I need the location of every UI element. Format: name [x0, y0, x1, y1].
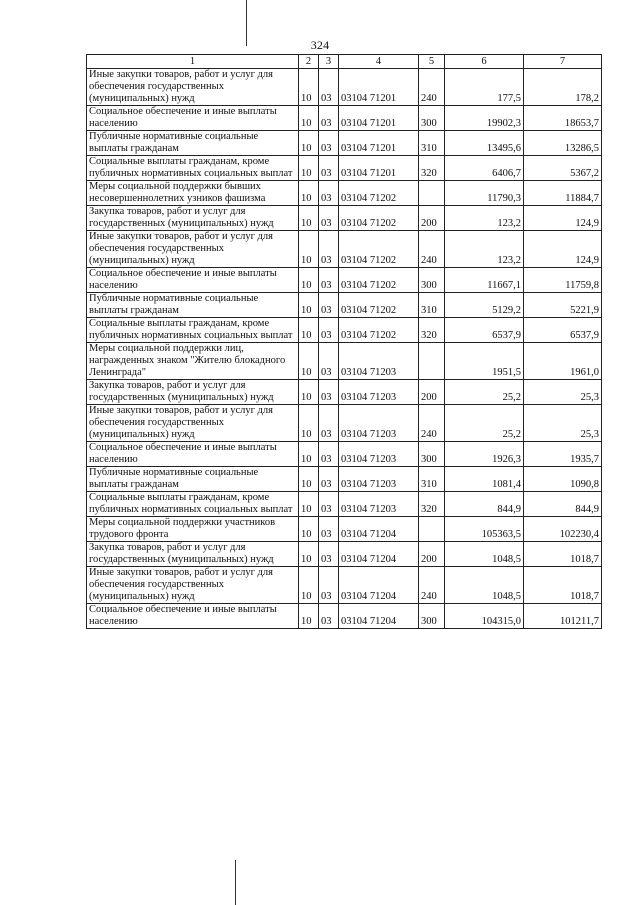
amount-col7-cell: 124,9 — [524, 231, 602, 268]
column-header: 4 — [339, 55, 419, 69]
row-name-cell: Меры социальной поддержки участников трудового фронта — [87, 517, 299, 542]
section-code-cell: 10 — [299, 318, 319, 343]
table-row — [87, 492, 602, 517]
amount-col7-cell: 1935,7 — [524, 442, 602, 467]
column-header: 2 — [299, 55, 319, 69]
table-row — [87, 318, 602, 343]
amount-col7-cell: 1018,7 — [524, 542, 602, 567]
amount-col6-cell: 1048,5 — [445, 567, 524, 604]
subsection-code-cell: 03 — [319, 69, 339, 106]
table-row — [87, 156, 602, 181]
subsection-code-cell: 03 — [319, 405, 339, 442]
section-code-cell: 10 — [299, 542, 319, 567]
row-name-cell: Социальные выплаты гражданам, кроме публичных нормативных социальных выплат — [87, 492, 299, 517]
target-article-cell: 03104 71202 — [339, 181, 419, 206]
expense-type-cell: 310 — [419, 293, 445, 318]
subsection-code-cell: 03 — [319, 318, 339, 343]
table-row — [87, 405, 602, 442]
target-article-cell: 03104 71201 — [339, 131, 419, 156]
scan-artifact-line — [235, 860, 236, 905]
row-name-cell: Социальное обеспечение и иные выплаты населению — [87, 268, 299, 293]
amount-col6-cell: 5129,2 — [445, 293, 524, 318]
amount-col6-cell: 104315,0 — [445, 604, 524, 629]
section-code-cell: 10 — [299, 206, 319, 231]
amount-col7-cell: 101211,7 — [524, 604, 602, 629]
amount-col6-cell: 6406,7 — [445, 156, 524, 181]
amount-col7-cell: 11884,7 — [524, 181, 602, 206]
target-article-cell: 03104 71203 — [339, 343, 419, 380]
table-row — [87, 69, 602, 106]
subsection-code-cell: 03 — [319, 517, 339, 542]
subsection-code-cell: 03 — [319, 293, 339, 318]
table-row — [87, 293, 602, 318]
table-row — [87, 380, 602, 405]
target-article-cell: 03104 71203 — [339, 442, 419, 467]
expense-type-cell: 310 — [419, 131, 445, 156]
row-name-cell: Закупка товаров, работ и услуг для государственных (муниципальных) нужд — [87, 206, 299, 231]
amount-col6-cell: 1951,5 — [445, 343, 524, 380]
amount-col7-cell: 844,9 — [524, 492, 602, 517]
amount-col6-cell: 25,2 — [445, 405, 524, 442]
expense-type-cell: 240 — [419, 405, 445, 442]
subsection-code-cell: 03 — [319, 542, 339, 567]
row-name-cell: Публичные нормативные социальные выплаты гражданам — [87, 467, 299, 492]
section-code-cell: 10 — [299, 604, 319, 629]
amount-col6-cell: 13495,6 — [445, 131, 524, 156]
target-article-cell: 03104 71204 — [339, 567, 419, 604]
subsection-code-cell: 03 — [319, 131, 339, 156]
amount-col6-cell: 123,2 — [445, 206, 524, 231]
section-code-cell: 10 — [299, 268, 319, 293]
amount-col6-cell: 19902,3 — [445, 106, 524, 131]
row-name-cell: Иные закупки товаров, работ и услуг для обеспечения государственных (муниципальных) нужд — [87, 231, 299, 268]
target-article-cell: 03104 71202 — [339, 293, 419, 318]
target-article-cell: 03104 71204 — [339, 604, 419, 629]
section-code-cell: 10 — [299, 343, 319, 380]
expense-type-cell: 200 — [419, 206, 445, 231]
amount-col7-cell: 25,3 — [524, 405, 602, 442]
subsection-code-cell: 03 — [319, 604, 339, 629]
table-row — [87, 131, 602, 156]
section-code-cell: 10 — [299, 567, 319, 604]
table-row — [87, 517, 602, 542]
expense-type-cell: 240 — [419, 567, 445, 604]
table-row — [87, 604, 602, 629]
amount-col7-cell: 124,9 — [524, 206, 602, 231]
row-name-cell: Закупка товаров, работ и услуг для государственных (муниципальных) нужд — [87, 380, 299, 405]
amount-col7-cell: 178,2 — [524, 69, 602, 106]
column-header: 1 — [87, 55, 299, 69]
amount-col7-cell: 25,3 — [524, 380, 602, 405]
column-header: 3 — [319, 55, 339, 69]
table-row — [87, 106, 602, 131]
subsection-code-cell: 03 — [319, 343, 339, 380]
subsection-code-cell: 03 — [319, 467, 339, 492]
target-article-cell: 03104 71202 — [339, 268, 419, 293]
expense-type-cell: 200 — [419, 542, 445, 567]
row-name-cell: Социальное обеспечение и иные выплаты населению — [87, 106, 299, 131]
row-name-cell: Иные закупки товаров, работ и услуг для обеспечения государственных (муниципальных) нужд — [87, 69, 299, 106]
expense-type-cell: 300 — [419, 268, 445, 293]
expense-type-cell — [419, 517, 445, 542]
target-article-cell: 03104 71201 — [339, 156, 419, 181]
target-article-cell: 03104 71201 — [339, 106, 419, 131]
amount-col6-cell: 1926,3 — [445, 442, 524, 467]
section-code-cell: 10 — [299, 106, 319, 131]
amount-col7-cell: 1090,8 — [524, 467, 602, 492]
row-name-cell: Меры социальной поддержки бывших несовершеннолетних узников фашизма — [87, 181, 299, 206]
section-code-cell: 10 — [299, 467, 319, 492]
table-row — [87, 206, 602, 231]
amount-col6-cell: 1081,4 — [445, 467, 524, 492]
amount-col7-cell: 1961,0 — [524, 343, 602, 380]
target-article-cell: 03104 71203 — [339, 380, 419, 405]
amount-col6-cell: 177,5 — [445, 69, 524, 106]
expense-type-cell: 300 — [419, 106, 445, 131]
target-article-cell: 03104 71202 — [339, 318, 419, 343]
row-name-cell: Социальное обеспечение и иные выплаты населению — [87, 442, 299, 467]
amount-col6-cell: 844,9 — [445, 492, 524, 517]
target-article-cell: 03104 71203 — [339, 467, 419, 492]
column-header: 6 — [445, 55, 524, 69]
expense-type-cell: 320 — [419, 156, 445, 181]
budget-table — [86, 54, 602, 629]
expense-type-cell: 240 — [419, 231, 445, 268]
expense-type-cell: 240 — [419, 69, 445, 106]
section-code-cell: 10 — [299, 517, 319, 542]
target-article-cell: 03104 71204 — [339, 517, 419, 542]
row-name-cell: Социальное обеспечение и иные выплаты населению — [87, 604, 299, 629]
row-name-cell: Иные закупки товаров, работ и услуг для обеспечения государственных (муниципальных) нужд — [87, 567, 299, 604]
table-row — [87, 343, 602, 380]
table-row — [87, 467, 602, 492]
amount-col7-cell: 6537,9 — [524, 318, 602, 343]
section-code-cell: 10 — [299, 405, 319, 442]
subsection-code-cell: 03 — [319, 268, 339, 293]
subsection-code-cell: 03 — [319, 206, 339, 231]
page-number: 324 — [310, 38, 330, 52]
amount-col6-cell: 6537,9 — [445, 318, 524, 343]
table-row — [87, 231, 602, 268]
expense-type-cell: 320 — [419, 492, 445, 517]
target-article-cell: 03104 71203 — [339, 492, 419, 517]
expense-type-cell: 200 — [419, 380, 445, 405]
section-code-cell: 10 — [299, 69, 319, 106]
subsection-code-cell: 03 — [319, 181, 339, 206]
amount-col6-cell: 123,2 — [445, 231, 524, 268]
subsection-code-cell: 03 — [319, 231, 339, 268]
table-row — [87, 442, 602, 467]
subsection-code-cell: 03 — [319, 380, 339, 405]
subsection-code-cell: 03 — [319, 567, 339, 604]
subsection-code-cell: 03 — [319, 106, 339, 131]
row-name-cell: Социальные выплаты гражданам, кроме публичных нормативных социальных выплат — [87, 156, 299, 181]
target-article-cell: 03104 71203 — [339, 405, 419, 442]
table-row — [87, 268, 602, 293]
expense-type-cell: 320 — [419, 318, 445, 343]
row-name-cell: Закупка товаров, работ и услуг для государственных (муниципальных) нужд — [87, 542, 299, 567]
amount-col7-cell: 13286,5 — [524, 131, 602, 156]
amount-col7-cell: 11759,8 — [524, 268, 602, 293]
amount-col6-cell: 25,2 — [445, 380, 524, 405]
expense-type-cell: 300 — [419, 442, 445, 467]
amount-col6-cell: 1048,5 — [445, 542, 524, 567]
amount-col7-cell: 5221,9 — [524, 293, 602, 318]
expense-type-cell — [419, 181, 445, 206]
target-article-cell: 03104 71202 — [339, 231, 419, 268]
target-article-cell: 03104 71204 — [339, 542, 419, 567]
row-name-cell: Социальные выплаты гражданам, кроме публичных нормативных социальных выплат — [87, 318, 299, 343]
row-name-cell: Иные закупки товаров, работ и услуг для обеспечения государственных (муниципальных) нужд — [87, 405, 299, 442]
table-header-row — [87, 55, 602, 69]
amount-col7-cell: 18653,7 — [524, 106, 602, 131]
row-name-cell: Публичные нормативные социальные выплаты гражданам — [87, 131, 299, 156]
section-code-cell: 10 — [299, 442, 319, 467]
amount-col7-cell: 102230,4 — [524, 517, 602, 542]
table-body — [87, 69, 602, 629]
target-article-cell: 03104 71202 — [339, 206, 419, 231]
table-row — [87, 181, 602, 206]
amount-col7-cell: 5367,2 — [524, 156, 602, 181]
section-code-cell: 10 — [299, 293, 319, 318]
amount-col6-cell: 11790,3 — [445, 181, 524, 206]
expense-type-cell — [419, 343, 445, 380]
section-code-cell: 10 — [299, 231, 319, 268]
subsection-code-cell: 03 — [319, 442, 339, 467]
table-row — [87, 542, 602, 567]
section-code-cell: 10 — [299, 156, 319, 181]
expense-type-cell: 310 — [419, 467, 445, 492]
row-name-cell: Меры социальной поддержки лиц, награжденных знаком "Жителю блокадного Ленинграда" — [87, 343, 299, 380]
section-code-cell: 10 — [299, 131, 319, 156]
target-article-cell: 03104 71201 — [339, 69, 419, 106]
section-code-cell: 10 — [299, 492, 319, 517]
subsection-code-cell: 03 — [319, 492, 339, 517]
expense-type-cell: 300 — [419, 604, 445, 629]
amount-col6-cell: 105363,5 — [445, 517, 524, 542]
column-header: 5 — [419, 55, 445, 69]
column-header: 7 — [524, 55, 602, 69]
row-name-cell: Публичные нормативные социальные выплаты гражданам — [87, 293, 299, 318]
amount-col7-cell: 1018,7 — [524, 567, 602, 604]
table-row — [87, 567, 602, 604]
subsection-code-cell: 03 — [319, 156, 339, 181]
section-code-cell: 10 — [299, 181, 319, 206]
amount-col6-cell: 11667,1 — [445, 268, 524, 293]
section-code-cell: 10 — [299, 380, 319, 405]
